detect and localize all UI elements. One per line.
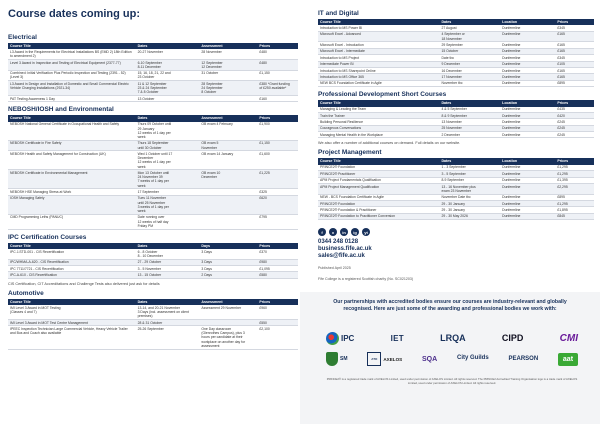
table-cell: £1,295 — [555, 201, 594, 207]
table-cell: Dunfermline — [500, 107, 555, 113]
ipc-logo-text: IPC — [341, 333, 355, 343]
table-cell: 13-14, and 20-21 November 3 Days (incl. assessment on client premises) — [136, 305, 200, 319]
table-cell: Introduction to MS Office 365 — [318, 74, 439, 80]
table-cell: IPC 7711/7721 - CIS Recertification — [8, 265, 136, 271]
table-cell: 13 - 15 October — [136, 272, 200, 278]
table-cell: Dunfermline — [500, 125, 555, 131]
table-cell: Dunfermline — [500, 132, 555, 138]
table-cell: £325 — [257, 189, 298, 195]
table-cell: £1,295 — [555, 165, 594, 171]
table-cell: 25-26 September — [136, 326, 200, 349]
table-cell: NEBOSH National General Certificate in Occupational Health and Safety — [8, 122, 136, 141]
table-row — [318, 213, 594, 219]
section-heading: Professional Development Short Courses — [318, 91, 447, 99]
website-link[interactable]: business.fife.ac.uk — [318, 246, 372, 253]
table-cell: 28 November — [199, 49, 257, 59]
table-cell — [199, 214, 257, 229]
table-cell: OB exam 14 January — [199, 151, 257, 170]
column-header: Assessment — [199, 115, 257, 121]
table-cell: £1,900 — [257, 122, 298, 141]
column-header: Assessment — [199, 43, 257, 49]
table-cell: IOSH Managing Safely — [8, 195, 136, 214]
table-cell: PRINCE2® Foundation & Practitioner — [318, 207, 439, 213]
table-cell: OB exam 5 November — [199, 140, 257, 151]
table-cell: 15 October — [439, 48, 500, 54]
table-cell: 13 October — [136, 95, 200, 101]
table-cell: £480 — [257, 60, 298, 71]
table-row — [318, 80, 594, 86]
table-cell: One Day classroom (Glenrothes Campus), plus 3 hours per candidate at their workplace on another day for assessment — [199, 326, 257, 349]
table-cell: £2,295 — [555, 184, 594, 195]
table-cell: Dunfermline — [500, 184, 555, 195]
section-ipc — [8, 234, 298, 286]
table-cell: NEBOSH Certificate in Environmental Management — [8, 170, 136, 189]
column-header: Location — [500, 100, 555, 106]
table-row — [8, 214, 298, 229]
table-cell: £370 — [257, 249, 298, 259]
table-cell: IPC J-STD-001 - CIS Recertification — [8, 249, 136, 259]
table-cell: Introduction to MS Power BI — [318, 25, 439, 31]
table-cell: Dunfermline — [500, 119, 555, 125]
table-cell: 15, 16, 18, 21, 22 and 23 October — [136, 70, 200, 81]
table-cell: £620 — [257, 195, 298, 214]
column-header: Location — [500, 19, 555, 25]
table-cell: 4 September or 18 November — [439, 31, 500, 42]
section-heading: Project Management — [318, 149, 382, 157]
table-cell: £1,395 — [555, 177, 594, 183]
column-header: Dates — [439, 19, 500, 25]
table-cell: 12 September 12 December — [199, 60, 257, 71]
table-cell: 29 - 30 May 2026 — [439, 213, 500, 219]
cipd-logo: CIPD — [501, 333, 524, 343]
table-cell: £165 — [555, 31, 594, 42]
table-cell: 17 September — [136, 189, 200, 195]
table-row — [8, 326, 298, 349]
table-cell: PAT Testing Awareness 1 Day — [8, 95, 136, 101]
column-header: Course Title — [8, 43, 136, 49]
table-cell: 3 Days — [199, 265, 257, 271]
table-cell: Building Personal Resilience — [318, 119, 439, 125]
table-row — [8, 170, 298, 189]
table-cell: 27 August — [439, 25, 500, 31]
column-header: Prices — [555, 19, 594, 25]
table-cell: 2 Days — [199, 272, 257, 278]
table-row — [8, 272, 298, 278]
table-cell: 28 September 24 September 8 October — [199, 81, 257, 96]
table-cell: IPC/WHMA-A-620 - CIS Recertification — [8, 259, 136, 265]
table-cell: NEW - BCS Foundation Certificate in Agile — [318, 194, 439, 200]
table-cell: 16 December — [439, 67, 500, 73]
table-cell: Microsoft Excel - Intermediate — [318, 48, 439, 54]
table-cell: NEBOSH Certificate in Fire Safety — [8, 140, 136, 151]
table-cell: Dunfermline — [500, 61, 555, 67]
table-row — [318, 31, 594, 42]
table-cell: Dunfermline — [500, 213, 555, 219]
table-cell: Assessment 29 November — [199, 305, 257, 319]
table-row — [8, 122, 298, 141]
column-header: Course Title — [8, 299, 136, 305]
table-cell: Dunfermline — [500, 171, 555, 177]
table-cell: 4 & 5 September — [439, 107, 500, 113]
column-header: Prices — [257, 115, 298, 121]
column-header: Prices — [555, 158, 594, 164]
table-cell: £1,600 — [257, 151, 298, 170]
table-row — [8, 49, 298, 59]
column-header: Course Title — [318, 158, 439, 164]
table-cell: Combined: Initial Verification Plus Periodic Inspection and Testing (2391 - 52) (Level 3) — [8, 70, 136, 81]
column-header: Dates — [439, 100, 500, 106]
pearson-logo: PEARSON — [508, 356, 539, 362]
table-cell: Microsoft Excel - Advanced — [318, 31, 439, 42]
table-cell: £345 — [555, 25, 594, 31]
table-cell: Dunfermline — [500, 31, 555, 42]
table-cell: £1,895 — [555, 207, 594, 213]
section-note: We also offer a number of additional courses on demand. Full details on our website. — [318, 141, 461, 146]
table-cell: Date running over 12 weeks of half day Friday PM — [136, 214, 200, 229]
section-heading: NEBOSH/IOSH and Environmental — [8, 106, 114, 114]
table-cell: £550 — [257, 319, 298, 325]
page-title: Course dates coming up: — [8, 8, 141, 20]
section-electrical — [8, 34, 298, 102]
table-cell: £420 — [555, 112, 594, 118]
table-cell: NEBOSH HSE Managing Stress at Work — [8, 189, 136, 195]
table-cell: OB exam 10 December — [199, 170, 257, 189]
table-row — [8, 195, 298, 214]
table-cell: OB exam 4 February — [199, 122, 257, 141]
table-cell: Dunfermline — [500, 201, 555, 207]
course-table — [8, 43, 298, 102]
table-cell: 28 & 31 October — [136, 319, 200, 325]
table-cell: IMI Level 3 Award in MOT Test Centre Management — [8, 319, 136, 325]
table-cell: Managing Mental Health in the Workplace — [318, 132, 439, 138]
table-cell: 6-10 September 8-11 December — [136, 60, 200, 71]
table-cell: NEW BCS Foundation Certificate in Agile — [318, 80, 439, 86]
table-cell: NEBOSH Health and Safety Management for Construction (UK) — [8, 151, 136, 170]
table-cell: Dunfermline — [500, 48, 555, 54]
course-table — [8, 243, 298, 279]
section-automotive — [8, 290, 298, 350]
table-cell: £245 — [555, 132, 594, 138]
table-cell: Introduction to MS Sharepoint Online — [318, 67, 439, 73]
cmi-logo: CMI — [559, 332, 578, 344]
table-cell: £245 — [555, 125, 594, 131]
table-cell: Dunfermline — [500, 112, 555, 118]
table-cell: 3 Days — [199, 259, 257, 265]
table-cell — [199, 195, 257, 214]
table-cell: Tues 11 November until 25 November 3 weeks of 1 day per week — [136, 195, 200, 214]
table-row — [8, 81, 298, 96]
table-cell: Thurs 18 September until 30 October — [136, 140, 200, 151]
table-cell: £1,225 — [257, 170, 298, 189]
table-cell: 1 - 3 September — [439, 165, 500, 171]
table-cell: 3 Days — [199, 249, 257, 259]
column-header: Prices — [257, 43, 298, 49]
phone-number[interactable]: 0344 248 0128 — [318, 239, 359, 246]
column-header: Assessment — [199, 299, 257, 305]
table-cell: Thurs 09 October until 29 January 12 weeks of 1 day per week — [136, 122, 200, 141]
table-cell: £980 — [257, 259, 298, 265]
table-cell: Mon 13 October until 24 November 39 7 weeks of 1 day per week — [136, 170, 200, 189]
table-cell — [199, 95, 257, 101]
table-cell: Dunfermline — [500, 80, 555, 86]
table-cell: PRINCE2® Foundation — [318, 201, 439, 207]
city-guilds-logo: City Guilds — [457, 355, 489, 362]
column-header: Dates — [136, 243, 200, 249]
table-row — [318, 132, 594, 138]
table-row — [8, 151, 298, 170]
table-cell: Dunfermline — [500, 177, 555, 183]
table-cell: PRINCE2® Foundation — [318, 165, 439, 171]
table-cell: 6 - 8 October 8 - 10 December — [136, 249, 200, 259]
course-table — [318, 19, 594, 87]
table-cell: 29 - 30 January — [439, 201, 500, 207]
table-cell: £165 — [555, 48, 594, 54]
table-cell: 31 October — [199, 70, 257, 81]
column-header: Course Title — [318, 100, 439, 106]
table-row — [8, 60, 298, 71]
column-header: Days — [199, 243, 257, 249]
table-row — [318, 184, 594, 195]
section-heading: Automotive — [8, 289, 44, 297]
table-cell: IPEEC Inspection Technician Large Commercial Vehicle, Heavy Vehicle Trailer and Bus and Coach also available — [8, 326, 136, 349]
table-row — [8, 95, 298, 101]
axelos-logo-text: AXELOS — [383, 356, 403, 362]
trademark-note: PRINCE2® is a registered trade mark of AXELOS Limited, used under permission of AXELOS Limited. All rights reserved. The PRINCE2 Accredited Training Organisation logo is a trade mark of AXELOS Limited, used under permission of AXELOS Limited. All rights reserved. — [326, 377, 578, 385]
sm-logo-text: SM — [340, 356, 348, 362]
table-cell: 3 - 5 September — [439, 171, 500, 177]
course-table — [318, 100, 594, 138]
table-cell: Dunfermline — [500, 74, 555, 80]
table-cell: November tbc — [439, 80, 500, 86]
table-cell: £380 *Grant funding of £250 available* — [257, 81, 298, 96]
table-cell: £245 — [555, 119, 594, 125]
table-cell: £165 — [555, 42, 594, 48]
table-cell: Dunfermline — [500, 25, 555, 31]
column-header: Course Title — [8, 115, 136, 121]
table-cell: £580 — [257, 272, 298, 278]
column-header: Course Title — [8, 243, 136, 249]
column-header: Prices — [257, 243, 298, 249]
table-cell: Courageous Conversations — [318, 125, 439, 131]
section-pm — [318, 149, 594, 220]
right-column — [318, 6, 594, 281]
table-cell: 11 & 12 September 23 & 24 September 7 & 8 October — [136, 81, 200, 96]
sqa-logo: SQA — [422, 355, 438, 363]
left-sections — [8, 34, 298, 350]
social-icon[interactable]: f — [318, 228, 326, 236]
social-icon[interactable]: x — [329, 228, 337, 236]
section-it — [318, 10, 594, 87]
table-cell: £105 — [555, 61, 594, 67]
table-cell: Train the Trainer — [318, 112, 439, 118]
table-cell: L3 Award in the Requirements for Electrical Installations BS (EMD 2) 18th Edition to amendment 2) — [8, 49, 136, 59]
table-cell: 27 - 29 October — [136, 259, 200, 265]
table-cell: £2,100 — [257, 326, 298, 349]
table-cell: 8-9 September — [439, 177, 500, 183]
accredited-mark-icon: ATO — [367, 352, 381, 366]
table-cell: 25 November — [439, 125, 500, 131]
table-cell: 13 - 16 November plus exam 23 November — [439, 184, 500, 195]
table-cell: IPC-A-610 - CIS Recertification — [8, 272, 136, 278]
section-note: CIS Certification, CIT Accreditations and Challenge Tests also delivered just ask for details — [8, 281, 160, 286]
section-heading: IPC Certification Courses — [8, 233, 87, 241]
ipc-mark-icon — [326, 332, 339, 345]
column-header: Course Title — [318, 19, 439, 25]
column-header: Dates — [136, 115, 200, 121]
table-cell: £165 — [555, 67, 594, 73]
table-cell: APM Project Fundamentals Qualification — [318, 177, 439, 183]
right-sections — [318, 10, 594, 220]
table-cell: CMD Programming Leths (PANUC) — [8, 214, 136, 229]
charity-note: Fife College is a registered Scottish charity (No. SC021203) — [318, 276, 414, 281]
table-cell: £165 — [555, 74, 594, 80]
table-cell: 29 September — [439, 42, 500, 48]
iet-logo: IET — [390, 333, 404, 343]
axelos-logo — [367, 352, 402, 366]
table-cell: November Date tbc — [439, 194, 500, 200]
table-cell: PRINCE2® Practitioner — [318, 171, 439, 177]
left-column — [8, 6, 298, 350]
table-cell: £480 — [257, 49, 298, 59]
social-icon[interactable]: ig — [351, 228, 359, 236]
table-cell: Dunfermline — [500, 165, 555, 171]
section-prof — [318, 91, 594, 145]
section-nebosh — [8, 106, 298, 229]
shield-icon — [326, 352, 338, 366]
table-cell: £345 — [555, 55, 594, 61]
table-cell: Level 3 Award in Inspection and Testing of Electrical Equipment (2377-77) — [8, 60, 136, 71]
table-cell: £1,150 — [257, 140, 298, 151]
sm-logo — [326, 352, 348, 366]
table-cell: Microsoft Excel - Introduction — [318, 42, 439, 48]
column-header: Prices — [257, 299, 298, 305]
table-cell: APM Project Management Qualification — [318, 184, 439, 195]
section-heading: Electrical — [8, 34, 37, 41]
course-table — [8, 299, 298, 350]
table-cell: 20-27 November — [136, 49, 200, 59]
table-cell: £160 — [257, 95, 298, 101]
table-cell: Intermediate Power BI — [318, 61, 439, 67]
table-cell: Introduction to MS Project — [318, 55, 439, 61]
table-cell: L3 Award in Design and Installation of Domestic and Small Commercial Electric Vehicle Charging Installations (2921-34) — [8, 81, 136, 96]
column-header: Dates — [136, 299, 200, 305]
table-cell: Date tbc — [439, 55, 500, 61]
table-row — [8, 140, 298, 151]
table-cell: £1,150 — [257, 70, 298, 81]
table-cell: 2 December — [439, 132, 500, 138]
table-cell: Dunfermline — [500, 67, 555, 73]
table-cell: Dunfermline — [500, 207, 555, 213]
table-cell: £895 — [555, 80, 594, 86]
table-cell: 17 November — [439, 74, 500, 80]
partner-logos-row-2 — [326, 352, 578, 366]
course-table — [8, 115, 298, 229]
column-header: Location — [500, 158, 555, 164]
partner-text: Our partnerships with accredited bodies ensure our courses are industry-relevant and globally recognised. Here are just some of the awarding and professional bodies we work with: — [333, 299, 567, 312]
email-link[interactable]: sales@fife.ac.uk — [318, 253, 365, 260]
table-row — [8, 305, 298, 319]
table-cell: Dunfermline — [500, 42, 555, 48]
aat-logo: aat — [558, 353, 578, 366]
ipc-logo — [326, 332, 354, 345]
table-cell: £845 — [555, 213, 594, 219]
column-header: Dates — [439, 158, 500, 164]
table-cell: Dunfermline — [500, 194, 555, 200]
table-row — [8, 249, 298, 259]
table-cell: £795 — [257, 214, 298, 229]
table-cell: 13 November — [439, 119, 500, 125]
course-table — [318, 158, 594, 220]
table-cell: Dunfermline — [500, 55, 555, 61]
table-row — [8, 70, 298, 81]
table-cell: £1,295 — [555, 171, 594, 177]
partner-logos-row-1 — [326, 330, 578, 346]
table-cell: 9 December — [439, 61, 500, 67]
table-cell: PRINCE2® Foundation to Practitioner Conversion — [318, 213, 439, 219]
table-cell: £1,095 — [257, 265, 298, 271]
column-header: Dates — [136, 43, 200, 49]
published-date: Published April 2025 — [318, 266, 351, 271]
social-icon[interactable]: yt — [362, 228, 370, 236]
section-heading: IT and Digital — [318, 10, 359, 17]
lrqa-logo: LRQA — [440, 333, 466, 343]
social-icon[interactable]: in — [340, 228, 348, 236]
table-cell: 3 - 5 November — [136, 265, 200, 271]
table-cell: 8 & 9 September — [439, 112, 500, 118]
social-links — [318, 228, 594, 236]
table-cell: £960 — [257, 305, 298, 319]
table-cell: IMI Level 3 Award in MOT Testing (Classes 4 and 7) — [8, 305, 136, 319]
table-cell: £435 — [555, 107, 594, 113]
contact-block — [318, 228, 594, 281]
table-cell: £895 — [555, 194, 594, 200]
table-cell: 29 - 30 January — [439, 207, 500, 213]
column-header: Prices — [555, 100, 594, 106]
table-cell: Managing & Leading the Team — [318, 107, 439, 113]
table-cell: Wed 1 October until 17 December 12 weeks of 1 day per week — [136, 151, 200, 170]
